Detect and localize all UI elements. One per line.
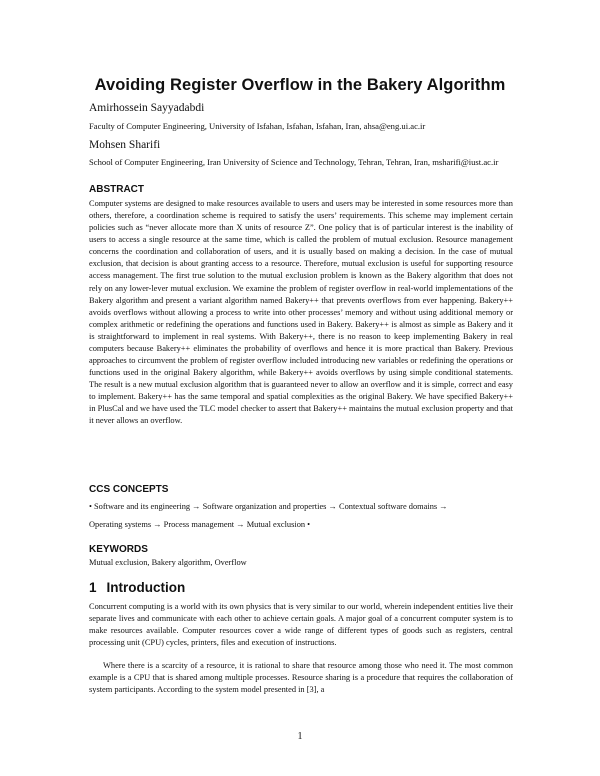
section-heading-introduction xyxy=(89,580,185,595)
abstract-heading: ABSTRACT xyxy=(89,184,144,195)
author-affiliation-2: School of Computer Engineering, Iran University of Science and Technology, Tehran, Tehran, Iran, msharifi@iust.ac.ir xyxy=(89,157,499,167)
ccs-heading: CCS CONCEPTS xyxy=(89,484,169,495)
page-number: 1 xyxy=(297,731,303,742)
intro-paragraph-1: Concurrent computing is a world with its own physics that is very similar to our world, wherein independent entities live their separate lives and communicate with each other to achieve certain goals. A major goal of a concurrent computer system is to make resources available. Computer resources cover a wide range of different types of goods such as registers, central processing unit (CPU) cycles, printers, files and execution of instructions. xyxy=(89,602,513,648)
author-affiliation-1: Faculty of Computer Engineering, University of Isfahan, Isfahan, Isfahan, Iran, ahsa@eng.ui.ac.ir xyxy=(89,121,426,131)
author-name-1: Amirhossein Sayyadabdi xyxy=(89,102,205,114)
intro-paragraph-2: Where there is a scarcity of a resource, it is rational to share that resource among those who need it. The most common example is a CPU that is shared among multiple processes. Resource sharing is a procedure that requires the collaboration of system participants. According to the system model presented in [3], a xyxy=(89,661,513,695)
paper-title: Avoiding Register Overflow in the Bakery Algorithm xyxy=(94,76,506,94)
keywords-text: Mutual exclusion, Bakery algorithm, Overflow xyxy=(89,558,247,567)
author-name-2: Mohsen Sharifi xyxy=(89,139,161,151)
section-title: Introduction xyxy=(106,580,186,595)
ccs-concepts-line-2: Operating systems → Process management → Mutual exclusion • xyxy=(89,520,311,529)
keywords-heading: KEYWORDS xyxy=(89,544,148,555)
section-number: 1 xyxy=(89,580,97,595)
abstract-text: Computer systems are designed to make resources available to users and users may be interested in some resources more than others, therefore, a coordination scheme is required to satisfy the users’ requirements. This scheme may implement certain policies such as “never allocate more than X units of resource Z”. One policy that is of particular interest is the inability of users to access a single resource at the same time, which is called the problem of mutual exclusion. Resource management concerns the coordination and collaboration of users, and it is usually based on making a decision. In the case of mutual exclusion, that decision is about granting access to a resource. Therefore, mutual exclusion is useful for supporting resource access management. The first true solution to the mutual exclusion problem is known as the Bakery algorithm that does not rely on any lower-lever mutual exclusion. We examine the problem of register overflow in real-world implementations of the Bakery algorithm and present a variant algorithm named Bakery++ that prevents overflows from ever happening. Bakery++ avoids overflows without allowing a process to write into other processes’ memory and without using additional memory or complex arithmetic or redefining the operations and functions used in Bakery. Bakery++ is almost as simple as Bakery and it is straightforward to implement in real systems. With Bakery++, there is no reason to keep implementing Bakery in real computers because Bakery++ eliminates the probability of overflows and hence it is more practical than Bakery. Previous approaches to circumvent the problem of register overflow included introducing new variables or redefining the operations or functions used in the original Bakery algorithm, while Bakery++ avoids overflows by using simple conditional statements. The result is a new mutual exclusion algorithm that is guaranteed never to allow an overflow and it is simple, correct and easy to implement. Bakery++ has the same temporal and spatial complexities as the original Bakery. We have specified Bakery++ in PlusCal and we have used the TLC model checker to assert that Bakery++ maintains the mutual exclusion property and that it never allows an overflow. xyxy=(89,199,513,426)
ccs-concepts-line-1: • Software and its engineering → Software organization and properties → Contextual software domains → xyxy=(89,502,448,511)
